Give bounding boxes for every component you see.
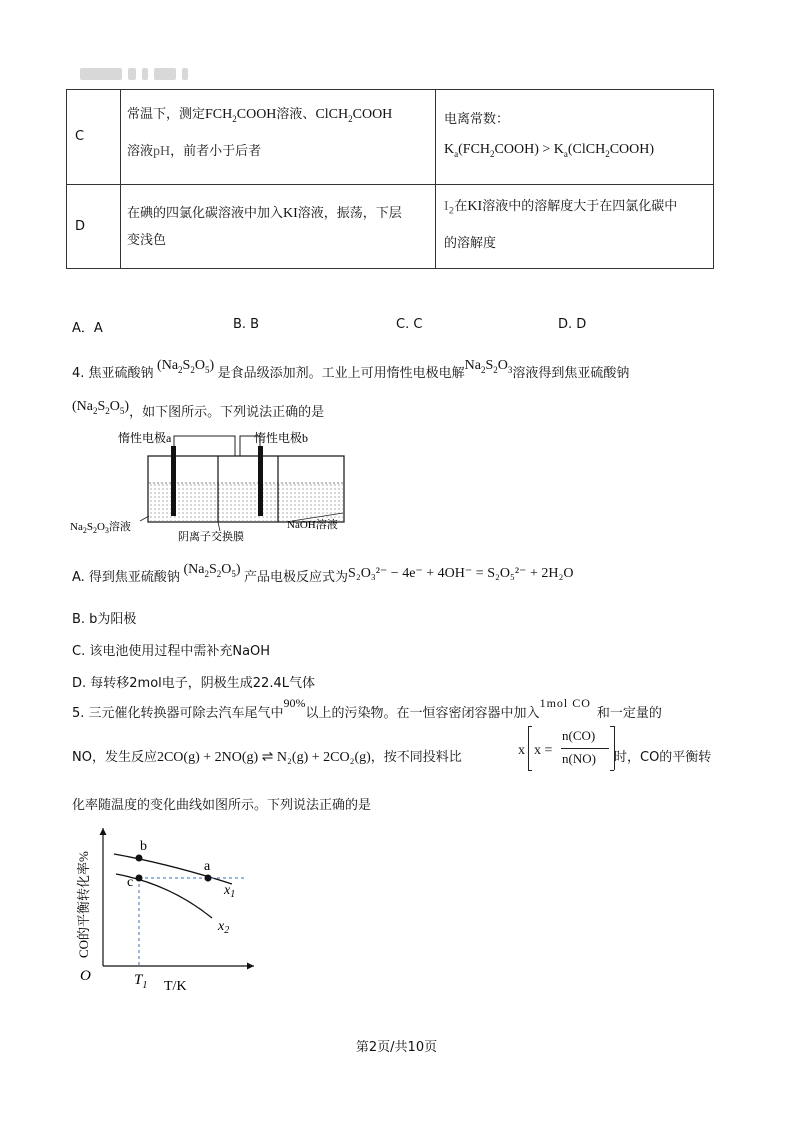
table-row-d xyxy=(67,185,714,269)
answer-d[interactable]: D. D xyxy=(558,317,587,332)
conclusion-cell: $I_2$在KI溶液中的溶解度大于在四氯化碳中 的溶解度 xyxy=(436,185,714,269)
blurred-header xyxy=(80,68,194,84)
wire-left xyxy=(174,436,235,456)
point-b xyxy=(136,855,143,862)
y-axis-label: CO的平衡转化率% xyxy=(76,851,91,958)
electrode-b xyxy=(258,446,263,516)
table-row-c xyxy=(67,90,714,185)
left-solution-label: $Na_2S_2O_3$溶液 xyxy=(70,521,131,535)
row-label: D xyxy=(67,185,121,269)
operation-cell: 在碘的四氯化碳溶液中加入KI溶液，振荡，下层 变浅色 xyxy=(121,185,436,269)
conclusion-cell: 电离常数： $K_a(FCH_2COOH)$ > $K_a(ClCH_2COOH)$ xyxy=(436,90,714,185)
curve-x1-label: $x_1$ xyxy=(224,883,236,900)
point-a-label: a xyxy=(204,859,211,874)
options-table xyxy=(66,89,714,269)
page-footer: 第2页/共10页 xyxy=(355,1040,438,1055)
q5-stem-line1: 5. 三元催化转换器可除去汽车尾气中90%以上的污染物。在一恒容密闭容器中加入1mol CO和一定量的 xyxy=(72,696,662,721)
q5-stem-line2: NO，发生反应2CO(g) + 2NO(g) ⇌ N₂(g) + 2CO₂(g)，按不同投料比 xyxy=(72,750,462,765)
electrode-b-label: 惰性电极b xyxy=(254,431,309,445)
q4-option-c[interactable]: C. 该电池使用过程中需补充NaOH xyxy=(72,644,271,659)
q4-option-a[interactable]: A. 得到焦亚硫酸钠 $(Na_2S_2O_5)$ 产品电极反应式为S₂O₃²⁻ − 4e⁻ + 4OH⁻ = S₂O₅²⁻ + 2H₂O xyxy=(72,562,574,585)
q5-stem-line2-tail: 时，CO的平衡转 xyxy=(614,750,712,765)
point-c xyxy=(136,875,143,882)
q5-stem-line3: 化率随温度的变化曲线如图所示。下列说法正确的是 xyxy=(72,798,372,813)
origin-label: O xyxy=(80,968,91,984)
electrolysis-diagram xyxy=(70,428,360,548)
point-a xyxy=(205,875,212,882)
membrane-label: 阴离子交换膜 xyxy=(178,531,244,543)
operation-cell: 常温下，测定$FCH_2COOH$溶液、ClCH$_2$COOH 溶液pH，前者小于后者 xyxy=(121,90,436,185)
ratio-expression: x x = n(CO) n(NO) xyxy=(518,726,618,772)
q4-stem-line1: 4. 焦亚硫酸钠 $(Na_2S_2O_5)$ 是食品级添加剂。工业上可用惰性电极电解$Na_2S_2O_3$溶液得到焦亚硫酸钠 xyxy=(72,358,630,381)
row-label: C xyxy=(67,90,121,185)
answer-b[interactable]: B. B xyxy=(233,317,260,332)
point-c-label: c xyxy=(127,875,134,890)
electrode-a xyxy=(171,446,176,516)
solution-region xyxy=(149,483,343,521)
q4-option-b[interactable]: B. b为阳极 xyxy=(72,612,137,627)
curve-x2-label: $x_2$ xyxy=(218,919,230,936)
q4-stem-line2: $(Na_2S_2O_5)$，如下图所示。下列说法正确的是 xyxy=(72,399,325,420)
right-solution-label: NaOH溶液 xyxy=(287,519,338,531)
x-axis-label: T/K xyxy=(164,979,187,994)
answer-a[interactable]: A．A xyxy=(72,321,103,336)
reaction-equation: 2CO(g) + 2NO(g) ⇌ N₂(g) + 2CO₂(g) xyxy=(156,750,371,765)
conversion-graph xyxy=(70,822,270,1000)
t1-label: $T_1$ xyxy=(134,972,148,991)
electrode-a-label: 惰性电极a xyxy=(118,431,172,445)
point-b-label: b xyxy=(140,839,147,854)
q4-option-d[interactable]: D. 每转移2mol电子，阴极生成22.4L气体 xyxy=(72,676,315,691)
answer-c[interactable]: C. C xyxy=(396,317,423,332)
